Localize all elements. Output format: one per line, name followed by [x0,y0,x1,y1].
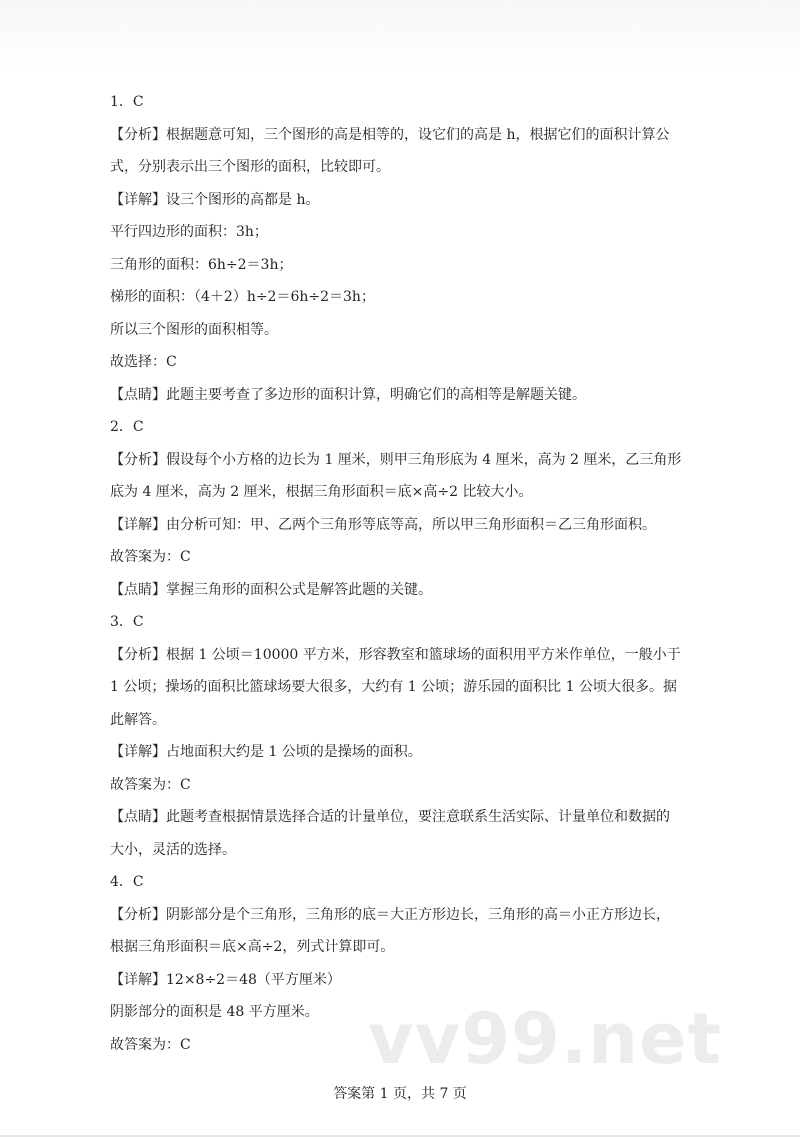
answer-line: 【分析】阴影部分是个三角形，三角形的底＝大正方形边长，三角形的高＝小正方形边长， [110,906,670,923]
answer-line: 根据三角形面积＝底×高÷2，列式计算即可。 [110,939,395,955]
watermark: vv99.net [368,998,723,1080]
answer-line: 2．C [110,419,144,435]
answer-line: 式，分别表示出三个图形的面积，比较即可。 [110,159,390,175]
answer-page [110,86,710,1061]
answer-line: 故答案为：C [110,776,191,793]
answer-line: 1 公顷；操场的面积比篮球场要大很多，大约有 1 公顷；游乐园的面积比 1 公顷大很多。据 [110,679,677,695]
page-footer: 答案第 1 页，共 7 页 [333,1086,467,1102]
page-top-shade [0,0,800,70]
answer-line: 4．C [110,874,144,890]
answer-line: 【分析】根据 1 公顷＝10000 平方米，形容教室和篮球场的面积用平方米作单位，一般小于 [110,646,681,663]
answer-line: 1．C [110,94,144,110]
answer-line: 所以三个图形的面积相等。 [110,321,278,338]
answer-line: 梯形的面积：（4＋2）h÷2＝6h÷2＝3h； [110,289,375,305]
answer-line: 【详解】由分析可知：甲、乙两个三角形等底等高，所以甲三角形面积＝乙三角形面积。 [110,516,656,533]
answer-line: 【详解】设三个图形的高都是 h。 [110,191,320,208]
answer-line: 【分析】根据题意可知，三个图形的高是相等的，设它们的高是 h，根据它们的面积计算公 [110,126,670,143]
answer-line: 3．C [110,614,144,630]
answer-line: 【详解】占地面积大约是 1 公顷的是操场的面积。 [110,744,422,760]
answer-line: 故选择：C [110,354,177,370]
answer-line: 【分析】假设每个小方格的边长为 1 厘米，则甲三角形底为 4 厘米，高为 2 厘米，乙三角形 [110,451,682,468]
answer-line: 故答案为：C [110,1036,191,1053]
answer-line: 底为 4 厘米，高为 2 厘米，根据三角形面积＝底×高÷2 比较大小。 [110,484,533,500]
answer-line: 【点睛】此题主要考查了多边形的面积计算，明确它们的高相等是解题关键。 [110,386,586,403]
answer-line: 故答案为：C [110,549,191,565]
answer-line: 【点睛】此题考查根据情景选择合适的计量单位，要注意联系生活实际、计量单位和数据的 [110,809,670,825]
answer-line: 平行四边形的面积：3h； [110,224,268,240]
answer-line: 阴影部分的面积是 48 平方厘米。 [110,1004,319,1020]
answer-line: 【点睛】掌握三角形的面积公式是解答此题的关键。 [110,581,432,598]
answer-line: 大小，灵活的选择。 [110,841,236,858]
answer-line: 此解答。 [110,711,166,728]
answer-line: 三角形的面积：6h÷2＝3h； [110,256,293,273]
answer-line: 【详解】12×8÷2＝48（平方厘米） [110,971,341,988]
